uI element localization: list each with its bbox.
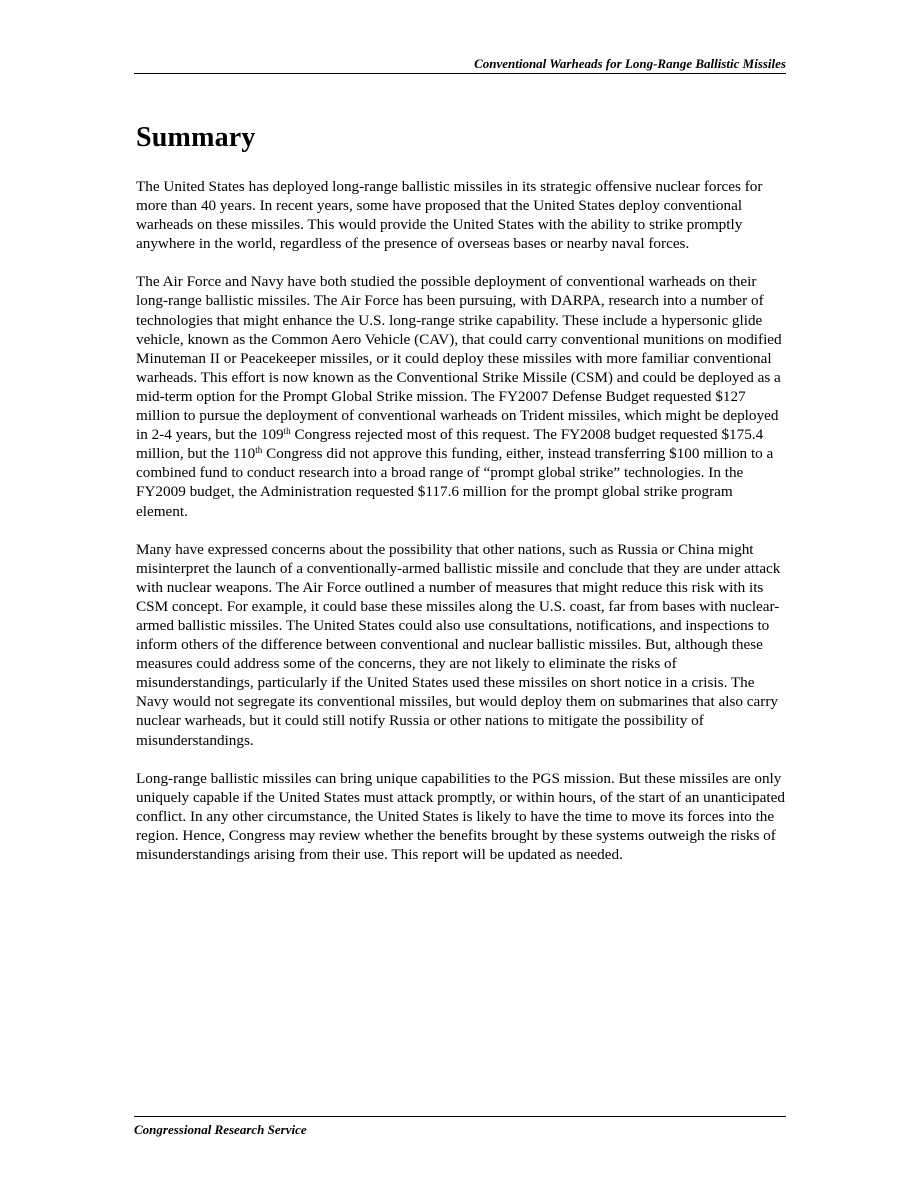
paragraph-3: Many have expressed concerns about the possibility that other nations, such as Russia or China might misinterpret the launch of a conventionally-armed ballistic missile and conclude that they are under attack with nuclear weapons. The Air Force outlined a number of measures that might reduce this risk with its CSM concept. For example, it could base these missiles along the U.S. coast, far from bases with nuclear-armed ballistic missiles. The United States could also use consultations, notifications, and inspections to inform others of the difference between conventional and nuclear ballistic missiles. But, although these measures could address some of the concerns, they are not likely to eliminate the risks of misunderstandings, particularly if the United States used these missiles on short notice in a crisis. The Navy would not segregate its conventional missiles, but would deploy them on submarines that also carry nuclear warheads, but it could still notify Russia or other nations to mitigate the possibility of misunderstandings. (136, 540, 781, 749)
running-header-title: Conventional Warheads for Long-Range Ballistic Missiles (474, 56, 786, 71)
summary-body (136, 177, 788, 883)
paragraph-2 (136, 272, 788, 520)
section-title: Summary (136, 122, 256, 153)
footer-organization: Congressional Research Service (134, 1122, 307, 1137)
ordinal-suffix-110: th (255, 445, 263, 456)
ordinal-suffix-109: th (283, 426, 291, 437)
paragraph-2-part-2: Congress rejected most of this request. The FY2008 budget requested $175.4 million, but the 110 (136, 426, 764, 463)
page-footer (134, 1116, 786, 1138)
paragraph-2-part-1: The Air Force and Navy have both studied the possible deployment of conventional warheads on their long-range ballistic missiles. The Air Force has been pursuing, with DARPA, research into a number of technologies that might enhance the U.S. long-range strike capability. These include a hypersonic glide vehicle, known as the Common Aero Vehicle (CAV), that could carry conventional munitions on modified Minuteman II or Peacekeeper missiles, or it could deploy these missiles with more familiar conventional warheads. This effort is now known as the Conventional Strike Missile (CSM) and could be deployed as a mid-term option for the Prompt Global Strike mission. The FY2007 Defense Budget requested $127 million to pursue the deployment of conventional warheads on Trident missiles, which might be deployed in 2-4 years, but the 109 (136, 273, 782, 444)
running-header (134, 56, 786, 74)
paragraph-1: The United States has deployed long-range ballistic missiles in its strategic offensive nuclear forces for more than 40 years. In recent years, some have proposed that the United States deploy conventional warheads on these missiles. This would provide the United States with the ability to strike promptly anywhere in the world, regardless of the presence of overseas bases or nearby naval forces. (136, 178, 763, 253)
paragraph-4: Long-range ballistic missiles can bring unique capabilities to the PGS mission. But these missiles are only uniquely capable if the United States must attack promptly, or within hours, of the start of an unanticipated conflict. In any other circumstance, the United States is likely to have the time to move its forces into the region. Hence, Congress may review whether the benefits brought by these systems outweigh the risks of misunderstandings arising from their use. This report will be updated as needed. (136, 769, 785, 863)
paragraph-2-part-3: Congress did not approve this funding, either, instead transferring $100 million to a combined fund to conduct research into a broad range of “prompt global strike” technologies. In the FY2009 budget, the Administration requested $117.6 million for the prompt global strike program element. (136, 445, 774, 520)
